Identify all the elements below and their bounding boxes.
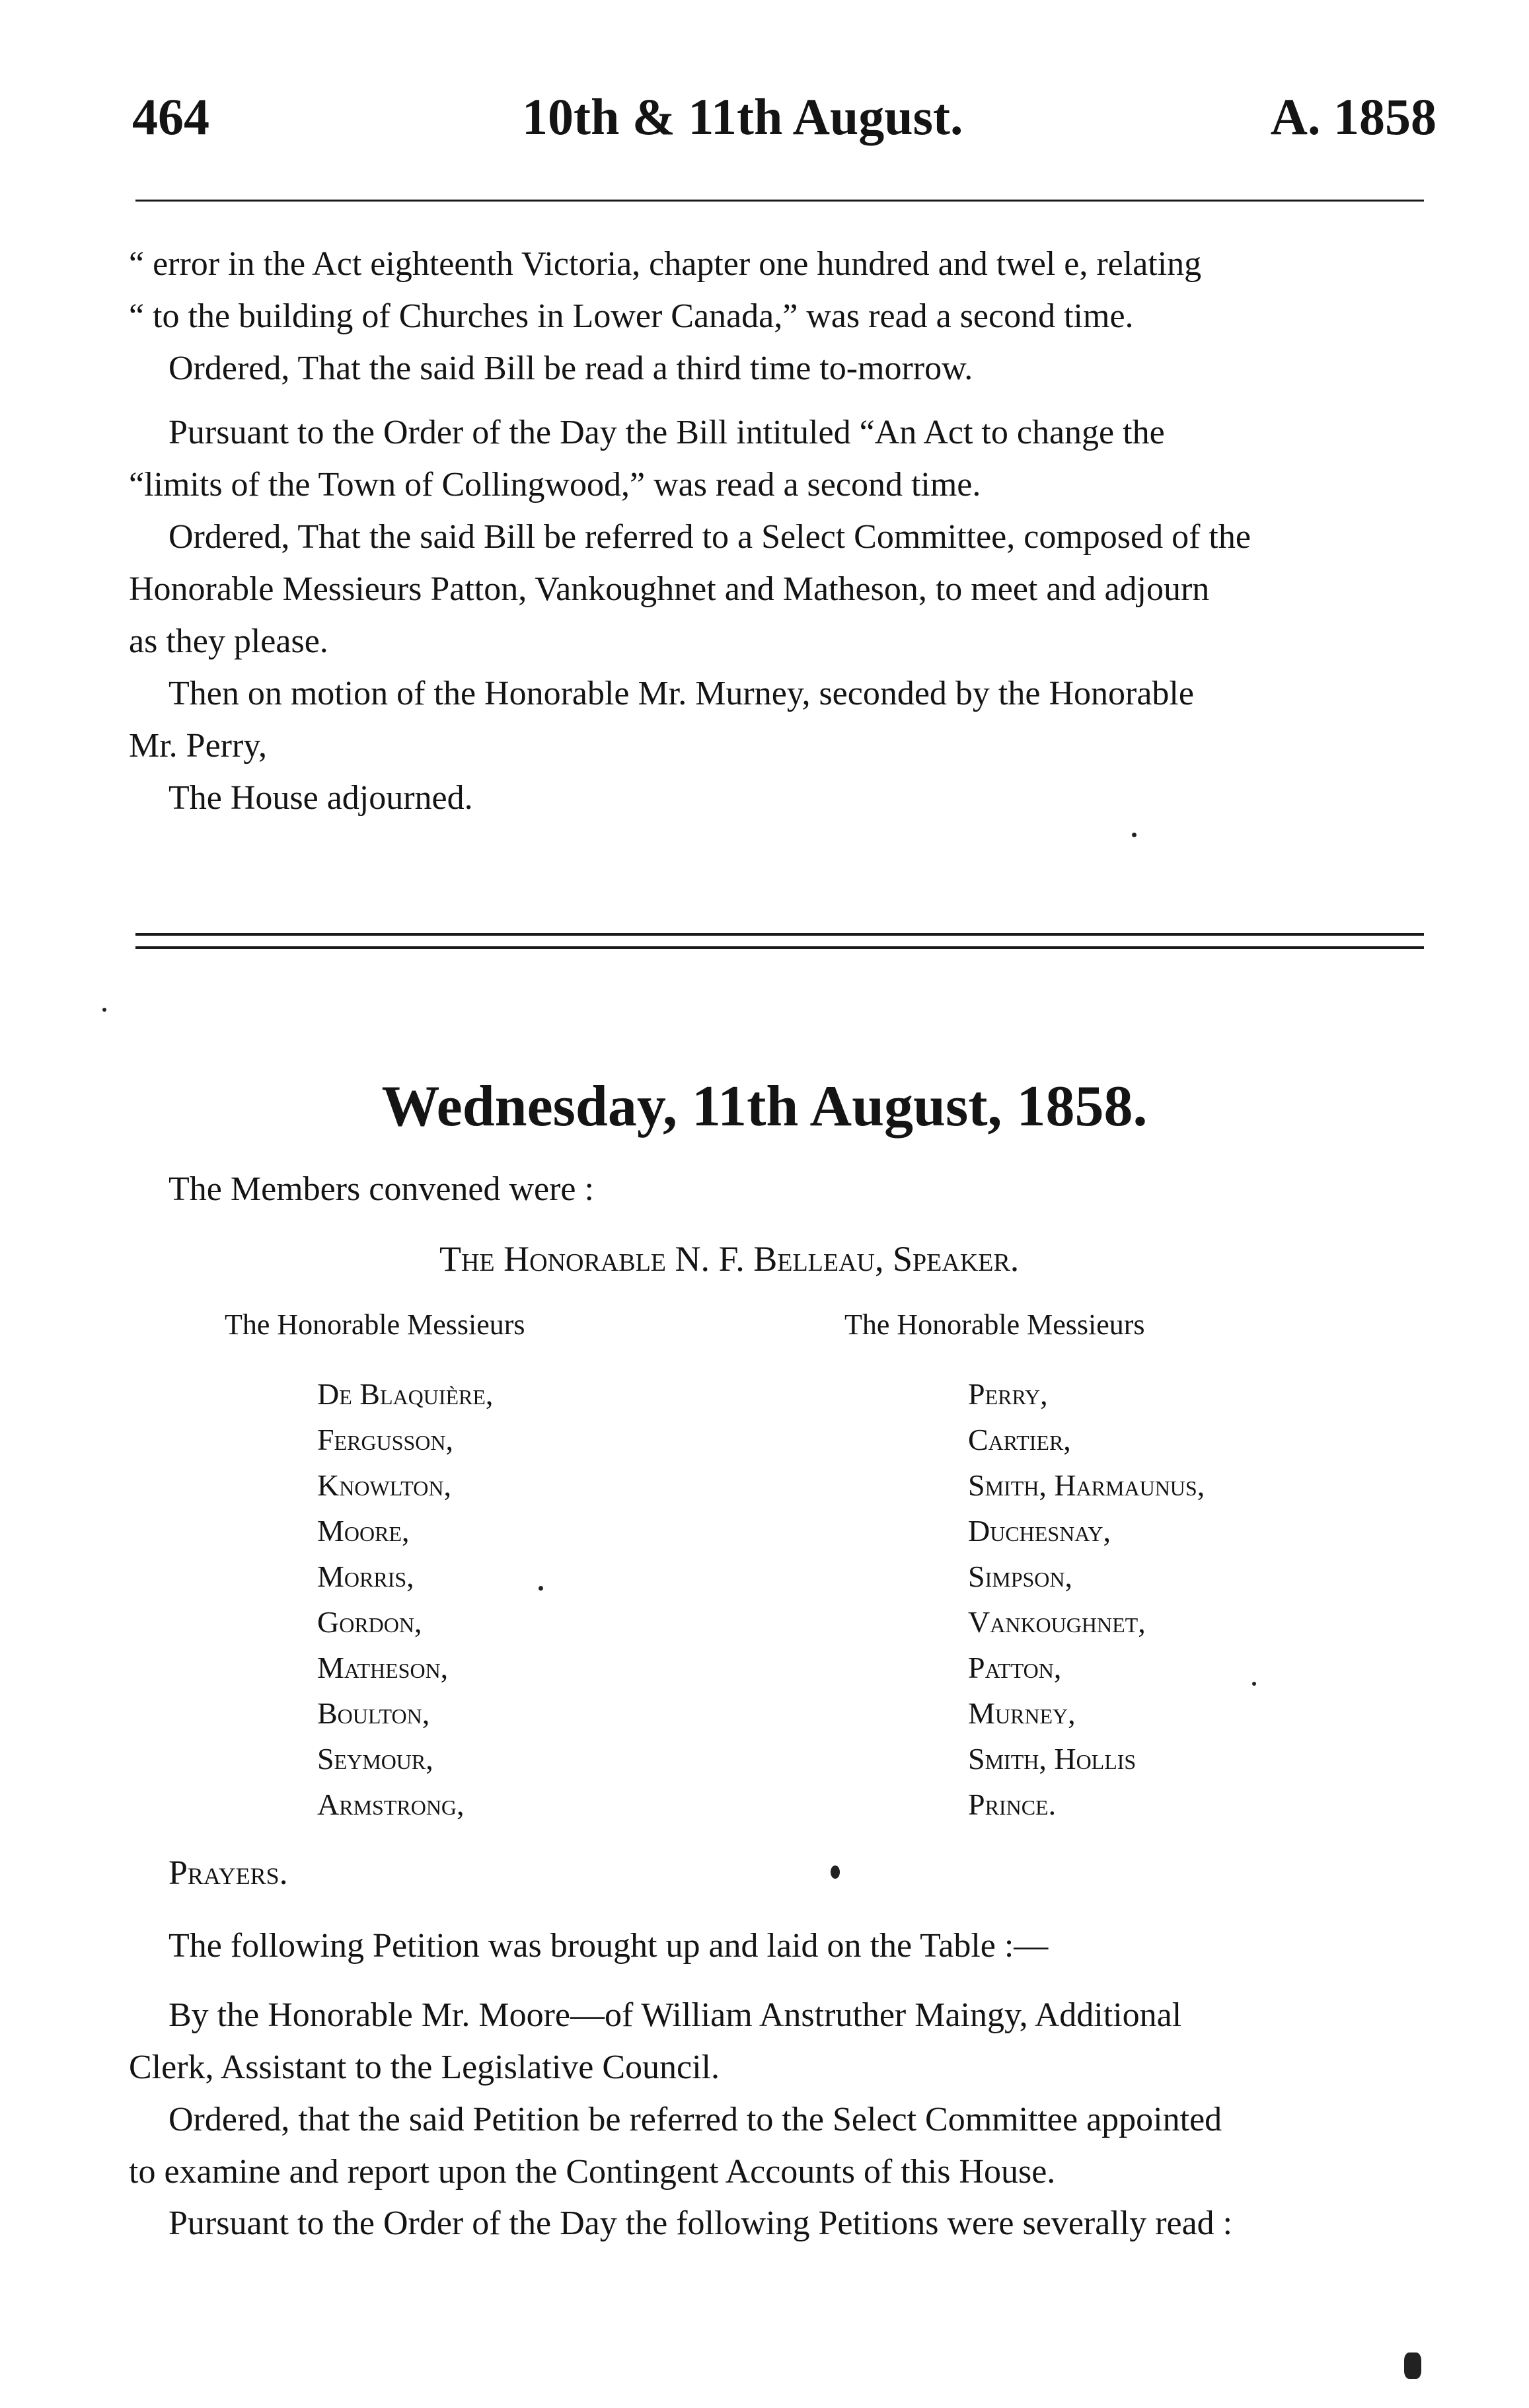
member-name: Duchesnay, bbox=[968, 1514, 1111, 1548]
text-line: “ error in the Act eighteenth Victoria, chapter one hundred and twel e, relating bbox=[129, 245, 1202, 283]
member-name: De Blaquière, bbox=[317, 1377, 494, 1411]
prayers-line: Prayers. bbox=[168, 1854, 288, 1892]
scan-speck bbox=[539, 1586, 543, 1591]
members-right-column bbox=[968, 1371, 1205, 1827]
text-line: Ordered, that the said Petition be referred to the Select Committee appointed bbox=[168, 2101, 1222, 2138]
member-name: Matheson, bbox=[317, 1651, 449, 1684]
member-name: Boulton, bbox=[317, 1696, 430, 1730]
header-year: A. 1858 bbox=[1270, 88, 1436, 145]
collingwood-bill-paragraph bbox=[129, 406, 1431, 667]
text-line: “ to the building of Churches in Lower Canada,” was read a second time. bbox=[129, 297, 1134, 335]
member-name: Fergusson, bbox=[317, 1423, 454, 1456]
member-name: Prince. bbox=[968, 1787, 1057, 1821]
member-name: Morris, bbox=[317, 1560, 414, 1593]
petition-intro bbox=[129, 1920, 1431, 1972]
member-name: Simpson, bbox=[968, 1560, 1073, 1593]
scan-speck bbox=[831, 1865, 840, 1879]
text-line: By the Honorable Mr. Moore—of William Anstruther Maingy, Additional bbox=[168, 1996, 1182, 2034]
text-line: Mr. Perry, bbox=[129, 727, 267, 765]
member-name: Perry, bbox=[968, 1377, 1048, 1411]
header-rule bbox=[135, 200, 1424, 202]
text-line: as they please. bbox=[129, 622, 328, 660]
text-line: Pursuant to the Order of the Day the following Petitions were severally read : bbox=[168, 2204, 1233, 2242]
text-line: “limits of the Town of Collingwood,” was read a second time. bbox=[129, 466, 981, 504]
convened-line bbox=[129, 1163, 1431, 1215]
member-name: Knowlton, bbox=[317, 1468, 451, 1502]
member-name: Armstrong, bbox=[317, 1787, 465, 1821]
text-line: Ordered, That the said Bill be referred to a Select Committee, composed of the bbox=[168, 518, 1251, 556]
running-header bbox=[132, 87, 1436, 147]
left-column-heading: The Honorable Messieurs bbox=[225, 1308, 525, 1341]
scan-speck bbox=[1132, 833, 1137, 837]
adjournment-paragraph bbox=[129, 667, 1431, 824]
scan-speck bbox=[1404, 2352, 1421, 2379]
member-name: Vankoughnet, bbox=[968, 1605, 1146, 1639]
members-left-column bbox=[317, 1371, 493, 1827]
text-line: Clerk, Assistant to the Legislative Council. bbox=[129, 2049, 720, 2086]
member-name: Smith, Harmaunus, bbox=[968, 1468, 1205, 1502]
text-line: Ordered, That the said Bill be read a third time to-morrow. bbox=[168, 350, 973, 387]
text-line: The following Petition was brought up and laid on the Table :— bbox=[168, 1927, 1049, 1965]
member-name: Moore, bbox=[317, 1514, 410, 1548]
scan-speck bbox=[102, 1008, 106, 1012]
petitions-read-line bbox=[129, 2197, 1431, 2249]
right-column-heading: The Honorable Messieurs bbox=[844, 1308, 1145, 1341]
member-name: Murney, bbox=[968, 1696, 1076, 1730]
continuation-paragraph bbox=[129, 238, 1431, 395]
scan-speck bbox=[1252, 1682, 1256, 1686]
text-line: Honorable Messieurs Patton, Vankoughnet and Matheson, to meet and adjourn bbox=[129, 570, 1210, 608]
petition-paragraph bbox=[129, 1989, 1431, 2198]
section-double-rule bbox=[135, 933, 1424, 949]
member-name: Seymour, bbox=[317, 1742, 433, 1776]
member-name: Smith, Hollis bbox=[968, 1742, 1137, 1776]
member-name: Cartier, bbox=[968, 1423, 1071, 1456]
text-line: The Members convened were : bbox=[168, 1170, 594, 1208]
page-number: 464 bbox=[132, 88, 209, 145]
member-name: Gordon, bbox=[317, 1605, 422, 1639]
header-dates: 10th & 11th August. bbox=[522, 88, 963, 145]
text-line: The House adjourned. bbox=[168, 779, 473, 817]
text-line: Then on motion of the Honorable Mr. Murney, seconded by the Honorable bbox=[168, 675, 1194, 712]
text-line: Pursuant to the Order of the Day the Bill intituled “An Act to change the bbox=[168, 414, 1165, 451]
member-name: Patton, bbox=[968, 1651, 1062, 1684]
session-title: Wednesday, 11th August, 1858. bbox=[381, 1074, 1148, 1139]
speaker-line: The Honorable N. F. Belleau, Speaker. bbox=[439, 1239, 1020, 1279]
text-line: to examine and report upon the Contingent Accounts of this House. bbox=[129, 2153, 1056, 2191]
